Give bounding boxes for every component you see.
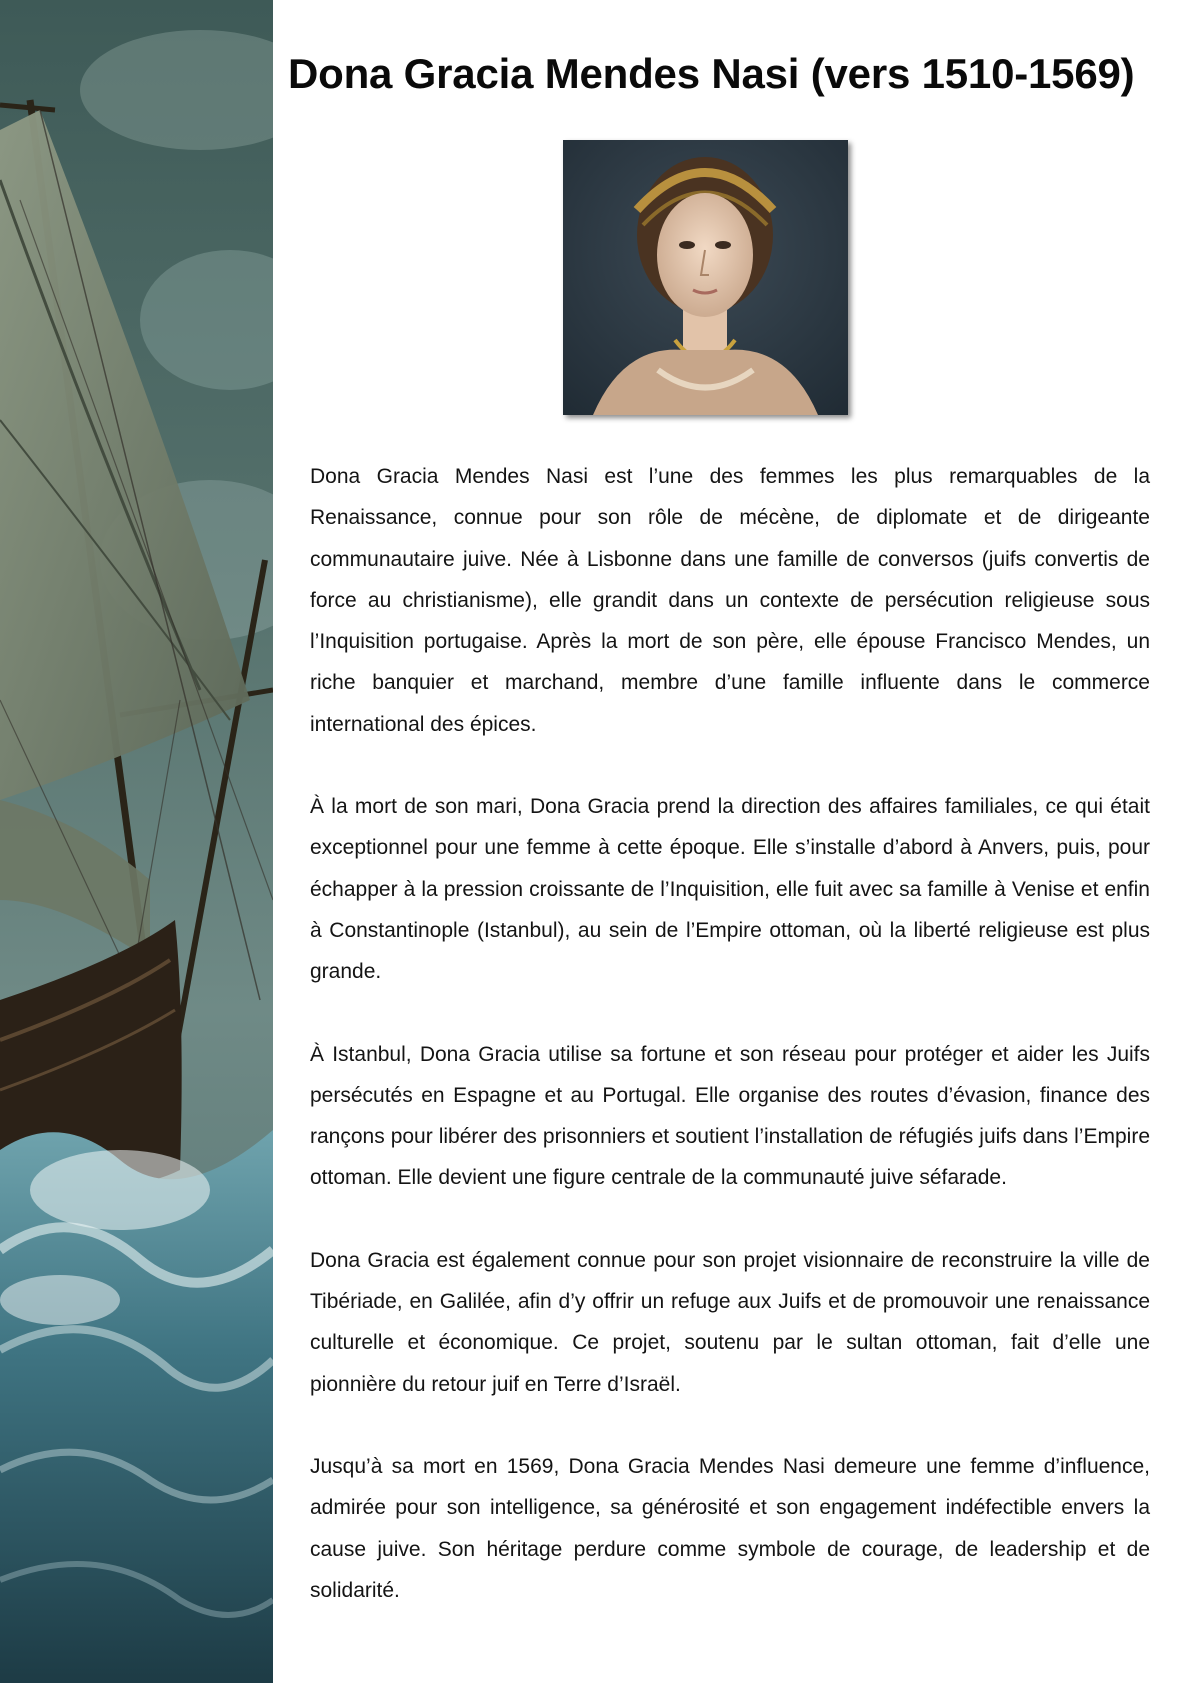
ship-in-storm-icon: [0, 0, 273, 1683]
paragraph: À Istanbul, Dona Gracia utilise sa fortune et son réseau pour protéger et aider les Juifs persécutés en Espagne et au Portugal. Elle organise des routes d’évasion, finance des rançons pour libérer des prisonniers et soutient l’installation de réfugiés juifs dans l’Empire ottoman. Elle devient une figure centrale de la communauté juive séfarade.: [310, 1042, 1150, 1190]
page-title: Dona Gracia Mendes Nasi (vers 1510-1569): [288, 50, 1135, 97]
paragraph: Dona Gracia est également connue pour son projet visionnaire de reconstruire la ville de Tibériade, en Galilée, afin d’y offrir un refuge aux Juifs et de promouvoir une renaissance culturelle et économique. Ce projet, soutenu par le sultan ottoman, fait d’elle une pionnière du retour juif en Terre d’Israël.: [310, 1248, 1150, 1396]
portrait-icon: [563, 140, 848, 415]
paragraph: Dona Gracia Mendes Nasi est l’une des femmes les plus remarquables de la Renaissance, connue pour son rôle de mécène, de diplomate et de dirigeante communautaire juive. Née à Lisbonne dans une famille de conversos (juifs convertis de force au christianisme), elle grandit dans un contexte de persécution religieuse sous l’Inquisition portugaise. Après la mort de son père, elle épouse Francisco Mendes, un riche banquier et marchand, membre d’une famille influente dans le commerce international des épices.: [310, 465, 1150, 736]
paragraph: Jusqu’à sa mort en 1569, Dona Gracia Mendes Nasi demeure une femme d’influence, admirée pour son intelligence, sa générosité et son engagement indéfectible envers la cause juive. Son héritage perdure comme symbole de courage, de leadership et de solidarité.: [310, 1454, 1150, 1602]
paragraph: À la mort de son mari, Dona Gracia prend la direction des affaires familiales, ce qui était exceptionnel pour une femme à cette époque. Elle s’installe d’abord à Anvers, puis, pour échapper à la pression croissante de l’Inquisition, elle fuit avec sa famille à Venise et enfin à Constantinople (Istanbul), au sein de l’Empire ottoman, où la liberté religieuse est plus grande.: [310, 795, 1150, 984]
article-body: [310, 456, 1150, 1652]
